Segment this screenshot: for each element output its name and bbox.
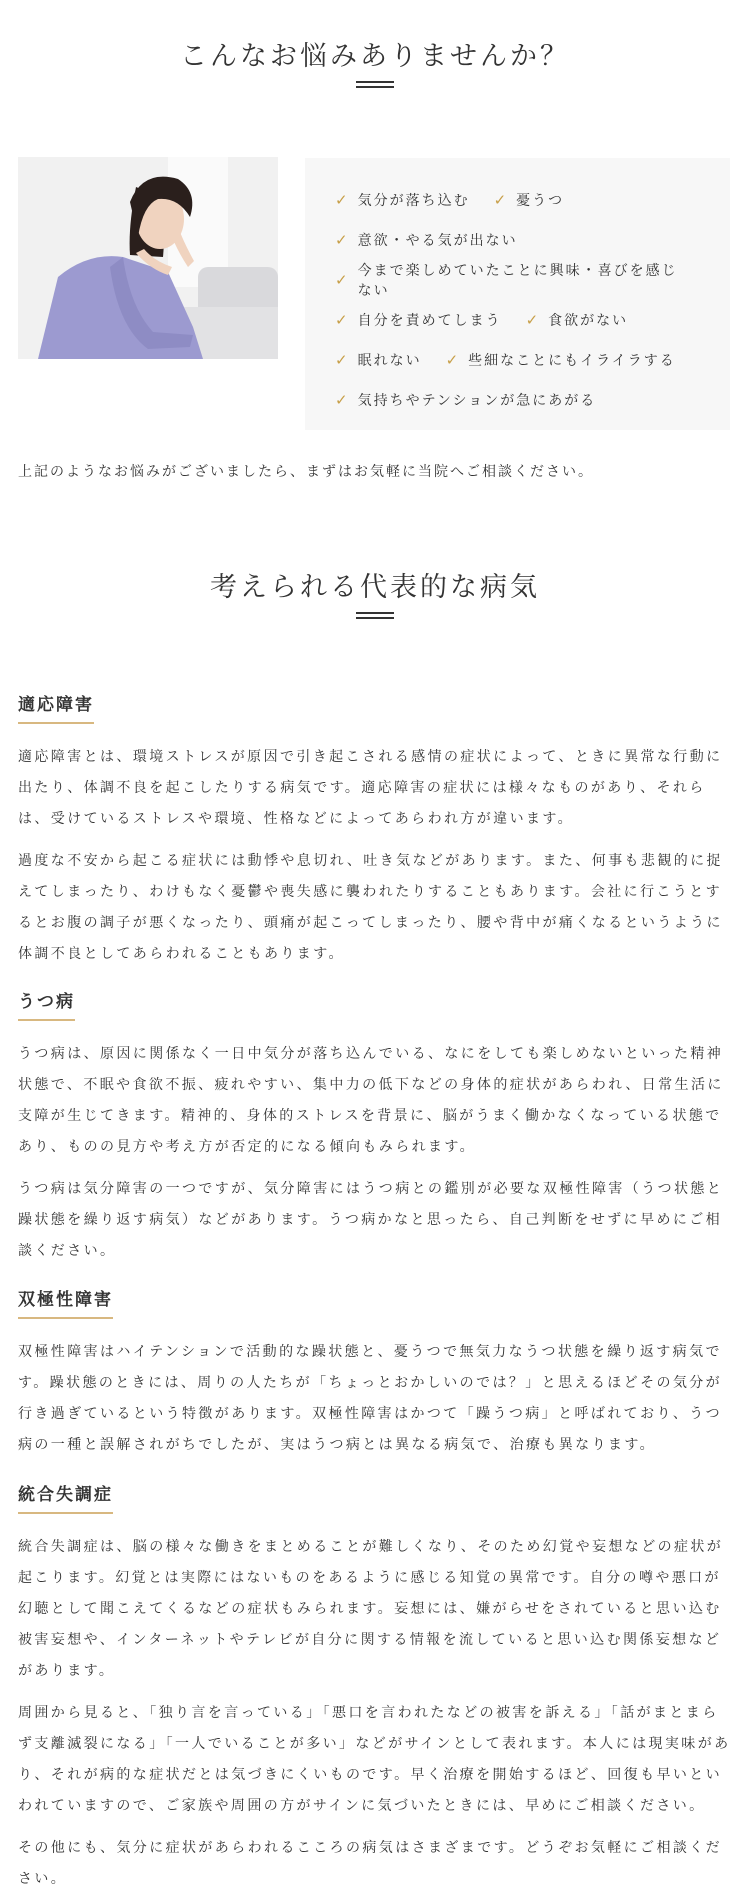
checklist-row	[335, 220, 702, 260]
woman-photo	[18, 157, 278, 359]
checklist-row	[335, 260, 702, 300]
consultation-intro: 上記のようなお悩みがございましたら、まずはお気軽に当院へご相談ください。	[18, 464, 594, 480]
disease-title: 統合失調症	[18, 1480, 113, 1514]
checklist-row	[335, 340, 702, 380]
checklist-item: ✓ 食欲がない	[525, 311, 629, 329]
checklist-item: ✓ 気持ちやテンションが急にあがる	[335, 391, 597, 409]
checklist-row	[335, 180, 702, 220]
worries-title: こんなお悩みありませんか？	[180, 41, 570, 72]
title-double-rule	[356, 612, 394, 619]
checklist-item: ✓ 意欲・やる気が出ない	[335, 231, 518, 249]
check-icon: ✓	[335, 191, 350, 209]
disease-paragraph: うつ病は気分障害の一つですが、気分障害にはうつ病との鑑別が必要な双極性障害（うつ状態と躁状態を繰り返す病気）などがあります。うつ病かなと思ったら、自己判断をせずに早めにご相談ください。	[18, 1181, 724, 1259]
check-icon: ✓	[335, 271, 350, 289]
checklist-row	[335, 380, 702, 420]
check-icon: ✓	[493, 191, 509, 209]
checklist-item: ✓ 今まで楽しめていたことに興味・喜びを感じない	[335, 263, 678, 299]
disease-paragraph: 適応障害とは、環境ストレスが原因で引き起こされる感情の症状によって、ときに異常な行動に出たり、体調不良を起こしたりする病気です。適応障害の症状には様々なものがあり、それらは、受けているストレスや環境、性格などによってあらわれ方が違います。	[18, 749, 723, 827]
disease-paragraph: その他にも、気分に症状があらわれるこころの病気はさまざまです。どうぞお気軽にご相談ください。	[18, 1840, 723, 1887]
disease-adjustment-disorder	[18, 690, 732, 970]
checklist-item: ✓ 憂うつ	[493, 191, 565, 209]
worries-header	[0, 34, 750, 91]
checklist-item: ✓ 自分を責めてしまう	[335, 311, 502, 329]
checklist-row	[335, 300, 702, 340]
disease-paragraph: 統合失調症は、脳の様々な働きをまとめることが難しくなり、そのため幻覚や妄想などの症状が起こります。幻覚とは実際にはないものをあるように感じる知覚の異常です。自分の噂や悪口が幻聴として聞こえてくるなどの症状もみられます。妄想には、嫌がらせをされていると思い込む被害妄想や、インターネットやテレビが自分に関する情報を流していると思い込む関係妄想などがあります。	[18, 1539, 724, 1679]
disease-bipolar-disorder	[18, 1285, 732, 1461]
check-icon: ✓	[525, 311, 541, 329]
disease-paragraph: 周囲から見ると、「独り言を言っている」「悪口を言われたなどの被害を訴える」「話がまとまらず支離滅裂になる」「一人でいることが多い」などがサインとして表れます。本人には現実味があり、それが病的な症状だとは気づきにくいものです。早く治療を開始するほど、回復も早いといわれていますので、ご家族や周囲の方がサインに気づいたときには、早めにご相談ください。	[18, 1705, 731, 1814]
title-double-rule	[356, 81, 394, 88]
disease-paragraph: 双極性障害はハイテンションで活動的な躁状態と、憂うつで無気力なうつ状態を繰り返す病気です。躁状態のときには、周りの人たちが「ちょっとおかしいのでは？」と思えるほどその気分が行き過ぎているという特徴があります。双極性障害はかつて「躁うつ病」と呼ばれており、うつ病の一種と誤解されがちでしたが、実はうつ病とは異なる病気で、治療も異なります。	[18, 1344, 723, 1453]
check-icon: ✓	[445, 351, 461, 369]
diseases-header	[0, 565, 750, 622]
check-icon: ✓	[335, 231, 350, 249]
disease-title: うつ病	[18, 987, 75, 1021]
checklist-item: ✓ 眠れない	[335, 351, 422, 369]
diseases-title: 考えられる代表的な病気	[210, 572, 540, 603]
disease-schizophrenia	[18, 1480, 732, 1895]
disease-depression	[18, 987, 732, 1267]
disease-paragraph: 過度な不安から起こる症状には動悸や息切れ、吐き気などがあります。また、何事も悲観的に捉えてしまったり、わけもなく憂鬱や喪失感に襲われたりすることもあります。会社に行こうとするとお腹の調子が悪くなったり、頭痛が起こってしまったり、腰や背中が痛くなるというように体調不良としてあらわれることもあります。	[18, 853, 723, 962]
disease-title: 双極性障害	[18, 1285, 113, 1319]
check-icon: ✓	[335, 391, 350, 409]
checklist-item: ✓ 些細なことにもイライラする	[445, 351, 676, 369]
checklist-item: ✓ 気分が落ち込む	[335, 191, 470, 209]
symptom-checklist	[305, 158, 730, 430]
check-icon: ✓	[335, 311, 350, 329]
check-icon: ✓	[335, 351, 350, 369]
disease-title: 適応障害	[18, 690, 94, 724]
disease-paragraph: うつ病は、原因に関係なく一日中気分が落ち込んでいる、なにをしても楽しめないといった精神状態で、不眠や食欲不振、疲れやすい、集中力の低下などの身体的症状があらわれ、日常生活に支障が生じてきます。精神的、身体的ストレスを背景に、脳がうまく働かなくなっている状態であり、ものの見方や考え方が否定的になる傾向もみられます。	[18, 1046, 724, 1155]
